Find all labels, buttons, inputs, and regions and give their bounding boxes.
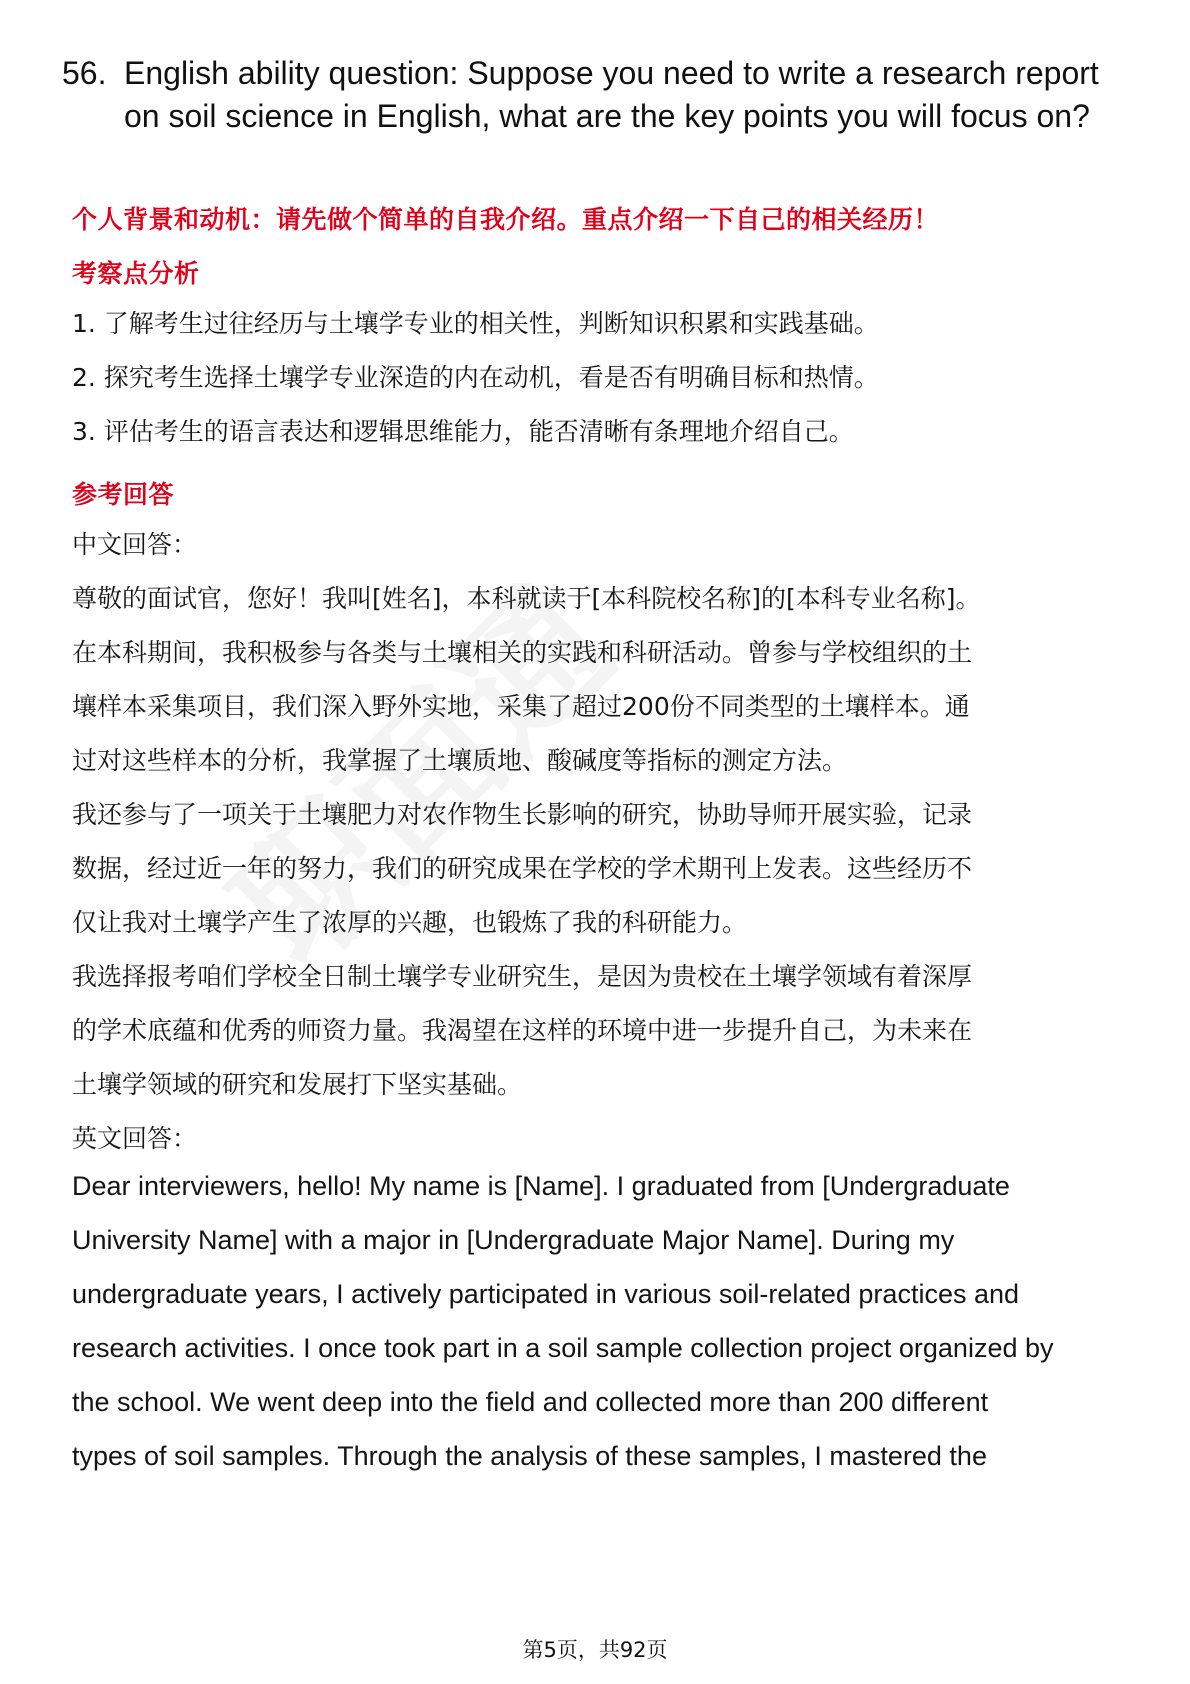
english-answer-line: undergraduate years, I actively participated in various soil-related practices and [72, 1279, 1020, 1309]
question-block [62, 52, 1132, 138]
chinese-answer-line: 我还参与了一项关于土壤肥力对农作物生长影响的研究，协助导师开展实验，记录 [72, 800, 973, 829]
question-number: 56. [62, 55, 107, 91]
chinese-answer-label: 中文回答： [72, 530, 198, 559]
chinese-answer-line: 仅让我对土壤学产生了浓厚的兴趣，也锻炼了我的科研能力。 [72, 908, 748, 937]
chinese-answer-line: 我选择报考咱们学校全日制土壤学专业研究生，是因为贵校在土壤学领域有着深厚 [72, 962, 973, 991]
english-answer-line: the school. We went deep into the field and collected more than 200 different [72, 1387, 989, 1417]
analysis-point: 3. 评估考生的语言表达和逻辑思维能力，能否清晰有条理地介绍自己。 [72, 417, 854, 446]
english-answer-line: Dear interviewers, hello! My name is [Name]. I graduated from [Undergraduate [72, 1171, 1010, 1201]
chinese-answer-line: 土壤学领域的研究和发展打下坚实基础。 [72, 1070, 523, 1099]
chinese-answer-line: 过对这些样本的分析，我掌握了土壤质地、酸碱度等指标的测定方法。 [72, 746, 848, 775]
english-answer-line: University Name] with a major in [Undergraduate Major Name]. During my [72, 1225, 955, 1255]
analysis-point: 1. 了解考生过往经历与土壤学专业的相关性，判断知识积累和实践基础。 [72, 309, 879, 338]
question-text: English ability question: Suppose you need to write a research report on soil science in English, what are the key points you will focus on? [124, 55, 1099, 134]
analysis-heading: 考察点分析 [72, 259, 200, 288]
english-answer-label: 英文回答： [72, 1124, 198, 1153]
english-answer-line: research activities. I once took part in a soil sample collection project organized by [72, 1333, 1054, 1363]
analysis-point: 2. 探究考生选择土壤学专业深造的内在动机，看是否有明确目标和热情。 [72, 363, 879, 392]
chinese-answer-line: 壤样本采集项目，我们深入野外实地，采集了超过200份不同类型的土壤样本。通 [72, 692, 970, 721]
section-title: 个人背景和动机：请先做个简单的自我介绍。重点介绍一下自己的相关经历！ [72, 205, 940, 234]
page-footer: 第5页，共92页 [522, 1638, 668, 1662]
chinese-answer-line: 的学术底蕴和优秀的师资力量。我渴望在这样的环境中进一步提升自己，为未来在 [72, 1016, 973, 1045]
reference-heading: 参考回答 [72, 480, 175, 509]
chinese-answer-line: 尊敬的面试官，您好！我叫[姓名]，本科就读于[本科院校名称]的[本科专业名称]。 [72, 584, 981, 613]
chinese-answer-line: 数据，经过近一年的努力，我们的研究成果在学校的学术期刊上发表。这些经历不 [72, 854, 973, 883]
chinese-answer-line: 在本科期间，我积极参与各类与土壤相关的实践和科研活动。曾参与学校组织的土 [72, 638, 973, 667]
english-answer-line: types of soil samples. Through the analysis of these samples, I mastered the [72, 1441, 987, 1471]
